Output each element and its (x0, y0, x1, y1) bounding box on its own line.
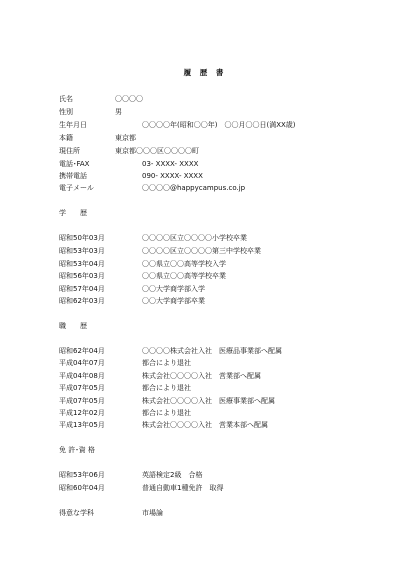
mobile-value: 090- XXXX- XXXX (142, 172, 203, 180)
education-text: 〇〇〇〇区立〇〇〇〇第三中学校卒業 (142, 247, 261, 255)
phone-fax-value: 03- XXXX- XXXX (142, 160, 199, 168)
education-date: 昭和53年03月 (59, 247, 105, 255)
career-heading: 職 歴 (59, 322, 87, 330)
career-date: 平成07年05月 (59, 397, 105, 405)
license-item (59, 470, 379, 481)
name-label: 氏名 (59, 95, 73, 103)
email-label: 電子メール (59, 184, 94, 192)
career-text: 〇〇〇〇株式会社入社 医療品事業部へ配属 (142, 347, 282, 355)
name-value: 〇〇〇〇 (115, 95, 143, 103)
page-title: 履 歴 書 (183, 68, 227, 77)
education-heading: 学 歴 (59, 209, 87, 217)
license-text: 英語検定2級 合格 (142, 471, 203, 479)
favorite-subject-label: 得意な学科 (59, 509, 94, 517)
domicile-label: 本籍 (59, 134, 73, 142)
birthdate-row (59, 120, 379, 131)
education-item (59, 246, 379, 257)
email-value: 〇〇〇〇@happycampus.co.jp (142, 184, 246, 192)
education-date: 昭和57年04月 (59, 285, 105, 293)
gender-label: 性別 (59, 108, 73, 116)
career-text: 都合により退社 (142, 384, 191, 392)
career-item (59, 383, 389, 394)
mobile-label: 携帯電話 (59, 172, 87, 180)
favorite-subject-row (59, 508, 379, 519)
education-item (59, 296, 379, 307)
education-item (59, 284, 379, 295)
career-text: 株式会社〇〇〇〇入社 営業本部へ配属 (142, 421, 268, 429)
career-date: 平成07年05月 (59, 384, 105, 392)
career-item (59, 346, 389, 357)
career-date: 平成04年08月 (59, 372, 105, 380)
domicile-value: 東京都 (115, 134, 136, 142)
license-item (59, 483, 379, 494)
career-date: 昭和62年04月 (59, 347, 105, 355)
education-text: 〇〇〇〇区立〇〇〇〇小学校卒業 (142, 234, 247, 242)
career-text: 都合により退社 (142, 409, 191, 417)
education-text: 〇〇大学商学部卒業 (142, 297, 205, 305)
career-item (59, 396, 389, 407)
education-item (59, 233, 379, 244)
career-text: 株式会社〇〇〇〇入社 医療事業部へ配属 (142, 397, 275, 405)
education-date: 昭和53年04月 (59, 260, 105, 268)
career-item (59, 408, 389, 419)
education-item (59, 271, 379, 282)
education-date: 昭和62年03月 (59, 297, 105, 305)
email-row (59, 183, 379, 194)
name-row (59, 94, 379, 105)
career-text: 株式会社〇〇〇〇入社 営業部へ配属 (142, 372, 261, 380)
address-row (59, 146, 379, 157)
career-text: 都合により退社 (142, 359, 191, 367)
domicile-row (59, 133, 379, 144)
address-value: 東京都〇〇〇区〇〇〇〇町 (115, 147, 199, 155)
education-text: 〇〇県立〇〇高等学校入学 (142, 260, 226, 268)
licenses-heading: 免 許･資 格 (59, 446, 95, 454)
career-date: 平成13年05月 (59, 421, 105, 429)
mobile-row (59, 171, 379, 182)
career-date: 平成04年07月 (59, 359, 105, 367)
education-item (59, 259, 379, 270)
career-item (59, 420, 389, 431)
phone-fax-label: 電話･FAX (59, 160, 90, 168)
career-item (59, 358, 389, 369)
education-date: 昭和50年03月 (59, 234, 105, 242)
education-text: 〇〇県立〇〇高等学校卒業 (142, 272, 226, 280)
education-date: 昭和56年03月 (59, 272, 105, 280)
career-date: 平成12年02月 (59, 409, 105, 417)
education-text: 〇〇大学商学部入学 (142, 285, 205, 293)
phone-fax-row (59, 159, 379, 170)
favorite-subject-value: 市場論 (142, 509, 163, 517)
gender-row (59, 107, 379, 118)
license-date: 昭和60年04月 (59, 484, 105, 492)
career-item (59, 371, 389, 382)
birthdate-label: 生年月日 (59, 121, 87, 129)
gender-value: 男 (115, 108, 122, 116)
license-date: 昭和53年06月 (59, 471, 105, 479)
birthdate-value: 〇〇〇〇年(昭和〇〇年) 〇〇月〇〇日(満XX歳) (142, 121, 296, 129)
address-label: 現住所 (59, 147, 80, 155)
license-text: 普通自動車1種免許 取得 (142, 484, 224, 492)
